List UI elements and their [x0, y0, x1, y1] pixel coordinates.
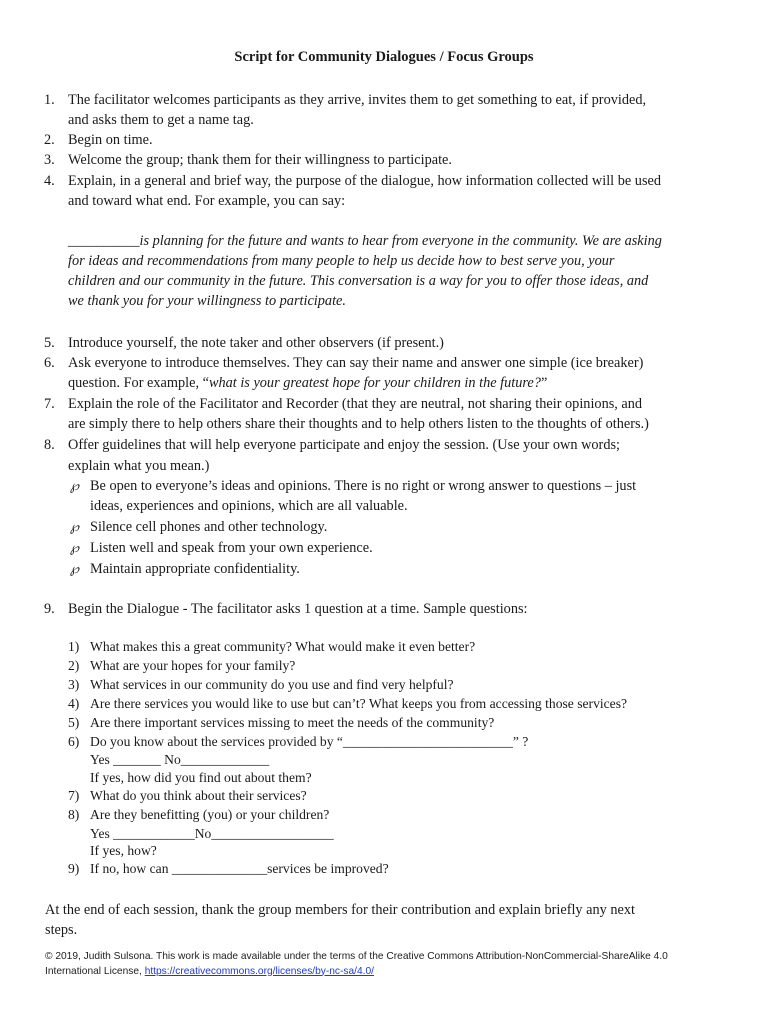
guideline-text: Be open to everyone’s ideas and opinions. There is no right or wrong answer to questions – just — [90, 478, 637, 494]
example-quote-line: we thank you for your willingness to participate. — [68, 293, 346, 309]
step-number: 3. — [44, 152, 55, 168]
step-text-mixed — [68, 373, 547, 394]
question-text: Are there services you would like to use but can’t? What keeps you from accessing those services? — [90, 696, 628, 711]
question-number: 4) — [68, 696, 80, 711]
page-title: Script for Community Dialogues / Focus Groups — [234, 49, 534, 65]
step-text: Explain, in a general and brief way, the purpose of the dialogue, how information collected will be used — [68, 173, 661, 189]
license-text: International License, — [45, 965, 145, 977]
question-text: What are your hopes for your family? — [90, 658, 296, 673]
bullet-icon: ℘ — [70, 478, 80, 493]
example-quote-line: __________is planning for the future and wants to hear from everyone in the community. We are asking — [68, 233, 662, 249]
step-text: Offer guidelines that will help everyone participate and enjoy the session. (Use your own words; — [68, 437, 621, 453]
example-question: what is your greatest hope for your children in the future? — [208, 375, 541, 391]
license-link[interactable]: https://creativecommons.org/licenses/by-nc-sa/4.0/ — [144, 965, 375, 977]
example-quote-line: for ideas and recommendations from many people to help us decide how to best serve you, your — [68, 253, 615, 269]
step-number: 5. — [44, 335, 55, 351]
step-number: 9. — [44, 601, 55, 617]
step-number: 4. — [44, 173, 55, 189]
bullet-icon: ℘ — [70, 561, 80, 576]
guideline-text: Listen well and speak from your own experience. — [90, 540, 373, 556]
question-number: 3) — [68, 677, 80, 692]
question-text: Are they benefitting (you) or your children? — [90, 807, 330, 822]
question-text: If yes, how? — [90, 843, 157, 858]
example-quote-line: children and our community in the future. This conversation is a way for you to offer those ideas, and — [68, 273, 649, 289]
closing-text: steps. — [45, 922, 78, 938]
question-text: If yes, how did you find out about them? — [90, 770, 312, 785]
yes-no-blanks: Yes _______ No_____________ — [90, 752, 270, 767]
step-text: and toward what end. For example, you can say: — [68, 193, 346, 209]
guideline-text: Silence cell phones and other technology. — [90, 519, 328, 535]
copyright-notice — [45, 950, 668, 979]
question-number: 2) — [68, 658, 80, 673]
closing-text: At the end of each session, thank the group members for their contribution and explain briefly any next — [45, 902, 635, 918]
question-number: 9) — [68, 861, 80, 876]
copyright-line: © 2019, Judith Sulsona. This work is made available under the terms of the Creative Commons Attribution-NonCommercial-ShareAlike 4.0 — [45, 951, 668, 962]
question-text: What do you think about their services? — [90, 788, 307, 803]
question-number: 6) — [68, 734, 80, 749]
question-number: 5) — [68, 715, 80, 730]
step-text: Explain the role of the Facilitator and Recorder (that they are neutral, not sharing their opinions, and — [68, 396, 643, 412]
step-number: 6. — [44, 355, 55, 371]
question-number: 7) — [68, 788, 80, 803]
bullet-icon: ℘ — [70, 540, 80, 555]
step-number: 8. — [44, 437, 55, 453]
question-text: What makes this a great community? What would make it even better? — [90, 639, 476, 654]
step-number: 2. — [44, 132, 55, 148]
step-text: Begin the Dialogue - The facilitator asks 1 question at a time. Sample questions: — [68, 601, 528, 617]
bullet-icon: ℘ — [70, 519, 80, 534]
step-number: 7. — [44, 396, 55, 412]
closing-quote: ” — [540, 375, 548, 391]
question-text: Do you know about the services provided by “_________________________” ? — [90, 734, 529, 749]
question-number: 1) — [68, 639, 80, 654]
step-text: question. For example, “ — [68, 375, 209, 391]
step-text: Welcome the group; thank them for their willingness to participate. — [68, 152, 452, 168]
step-text: are simply there to help others share their thoughts and to help others listen to the thoughts of others.) — [68, 416, 649, 432]
step-text: explain what you mean.) — [68, 458, 210, 474]
question-number: 8) — [68, 807, 80, 822]
guideline-text: ideas, experiences and opinions, which are all valuable. — [90, 498, 408, 514]
step-text: Ask everyone to introduce themselves. They can say their name and answer one simple (ice breaker) — [68, 355, 644, 371]
step-number: 1. — [44, 92, 55, 108]
yes-no-blanks: Yes ____________No__________________ — [90, 826, 334, 841]
step-text: Introduce yourself, the note taker and other observers (if present.) — [68, 335, 444, 351]
question-text: Are there important services missing to meet the needs of the community? — [90, 715, 495, 730]
question-text: What services in our community do you use and find very helpful? — [90, 677, 454, 692]
guideline-text: Maintain appropriate confidentiality. — [90, 561, 300, 577]
question-text: If no, how can ______________services be improved? — [90, 861, 389, 876]
step-text: The facilitator welcomes participants as they arrive, invites them to get something to eat, if provided, — [68, 92, 647, 108]
license-line — [45, 965, 668, 980]
step-text: Begin on time. — [68, 132, 153, 148]
step-text: and asks them to get a name tag. — [68, 112, 254, 128]
